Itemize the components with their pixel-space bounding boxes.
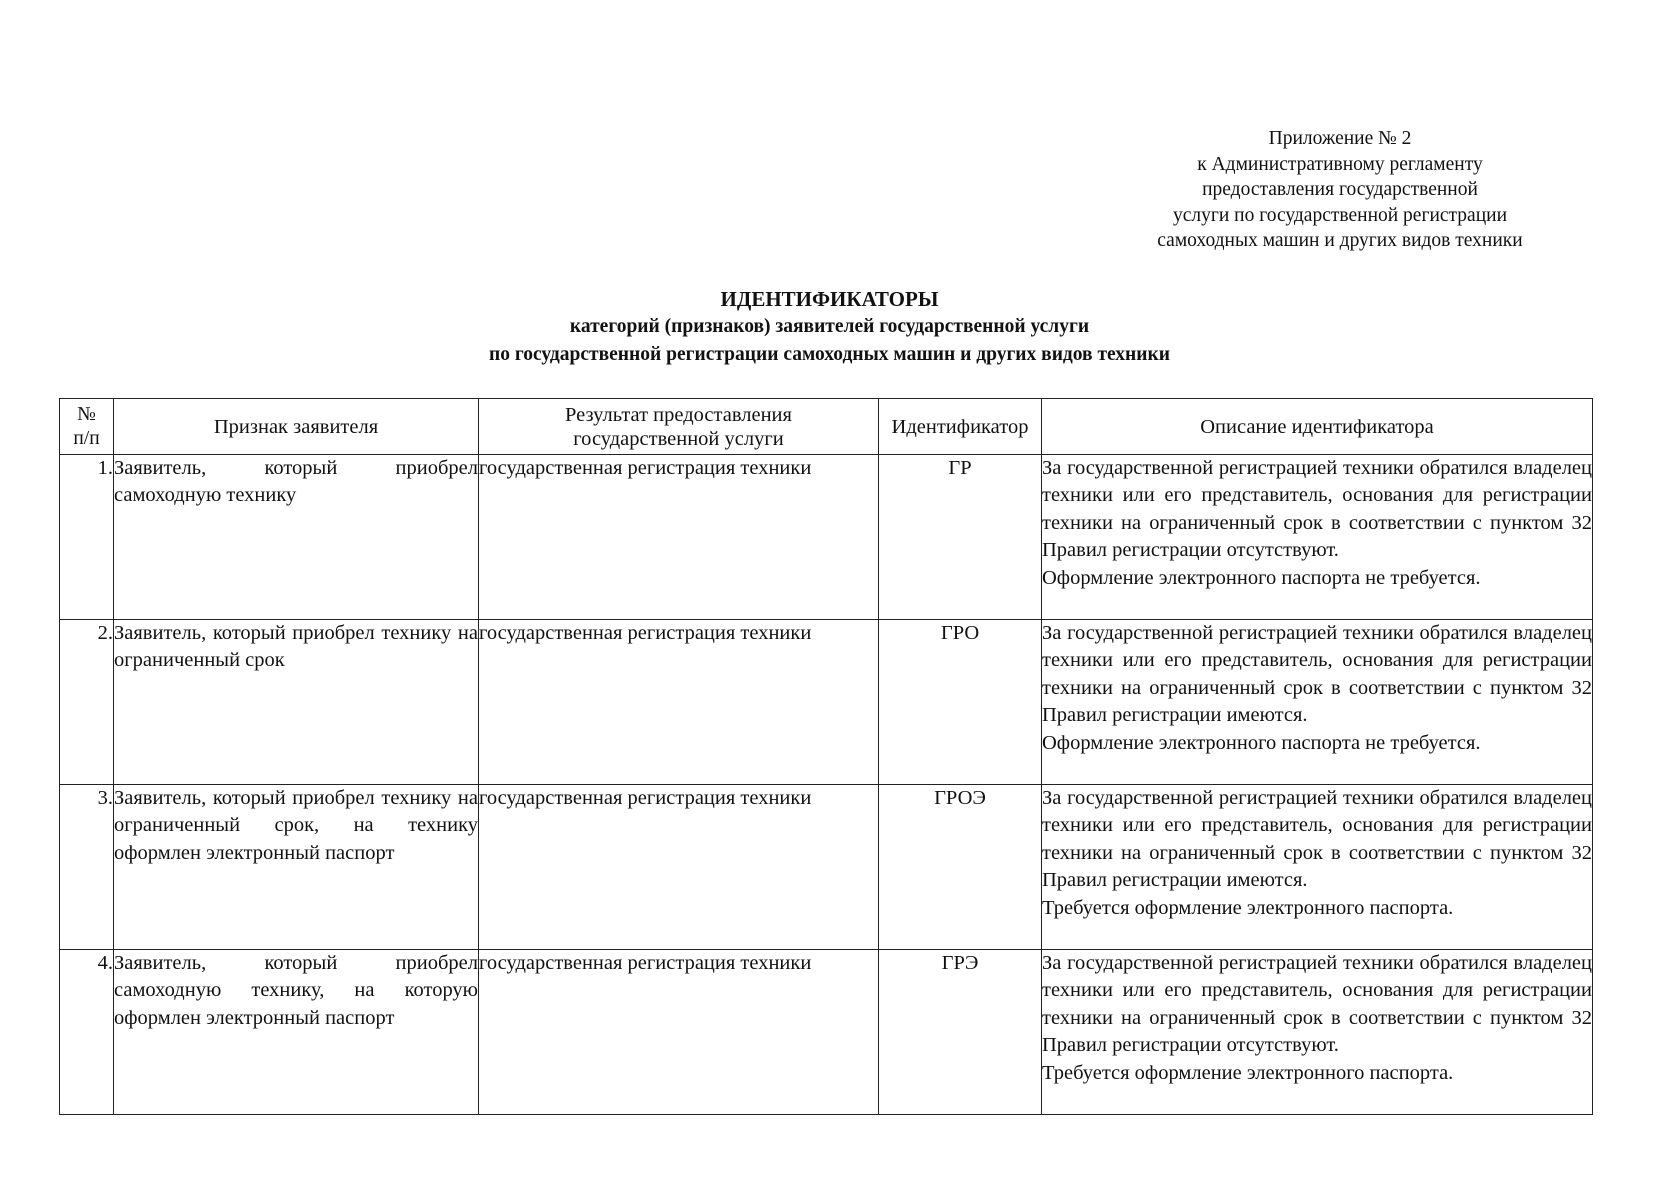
header-number — [60, 399, 114, 455]
row-description — [1042, 785, 1593, 950]
table-row — [60, 785, 1593, 950]
title-main: ИДЕНТИФИКАТОРЫ — [720, 287, 939, 311]
row-result: государственная регистрация техники — [479, 455, 879, 620]
row-identifier: ГРОЭ — [879, 785, 1042, 950]
row-description — [1042, 455, 1593, 620]
row-number: 1. — [60, 455, 114, 620]
row-result: государственная регистрация техники — [479, 620, 879, 785]
row-sign: Заявитель, который приобрел самоходную технику — [114, 455, 479, 620]
header-result-line: Результат предоставления — [565, 403, 792, 426]
description-text: За государственной регистрацией техники обратился владелец техники или его представитель, основания для регистрации техники на ограниченный срок в соответствии с пунктом 32 Правил регистрации имеются. — [1042, 787, 1592, 892]
document-title — [0, 285, 1659, 369]
row-number: 4. — [60, 950, 114, 1115]
table-row — [60, 950, 1593, 1115]
row-identifier: ГР — [879, 455, 1042, 620]
row-sign: Заявитель, который приобрел технику на ограниченный срок, на технику оформлен электронный паспорт — [114, 785, 479, 950]
description-note: Требуется оформление электронного паспорта. — [1042, 896, 1454, 919]
appendix-line: самоходных машин и других видов техники — [1157, 230, 1523, 251]
appendix-note — [1120, 126, 1560, 254]
description-note: Оформление электронного паспорта не требуется. — [1042, 731, 1481, 754]
description-text: За государственной регистрацией техники обратился владелец техники или его представитель, основания для регистрации техники на ограниченный срок в соответствии с пунктом 32 Правил регистрации имеются. — [1042, 622, 1592, 727]
header-number-line: п/п — [73, 427, 100, 449]
description-text: За государственной регистрацией техники обратился владелец техники или его представитель, основания для регистрации техники на ограниченный срок в соответствии с пунктом 32 Правил регистрации отсутствуют. — [1042, 457, 1592, 562]
header-result-line: государственной услуги — [573, 427, 784, 450]
header-result — [479, 399, 879, 455]
table-row — [60, 455, 1593, 620]
row-number: 3. — [60, 785, 114, 950]
title-line-2: категорий (признаков) заявителей государственной услуги — [569, 316, 1090, 337]
row-identifier: ГРЭ — [879, 950, 1042, 1115]
row-sign: Заявитель, который приобрел технику на ограниченный срок — [114, 620, 479, 785]
description-note: Оформление электронного паспорта не требуется. — [1042, 566, 1481, 589]
row-identifier: ГРО — [879, 620, 1042, 785]
row-sign: Заявитель, который приобрел самоходную технику, на которую оформлен электронный паспорт — [114, 950, 479, 1115]
row-description — [1042, 620, 1593, 785]
header-identifier: Идентификатор — [879, 399, 1042, 455]
title-line-3: по государственной регистрации самоходных машин и других видов техники — [489, 344, 1170, 365]
appendix-line: услуги по государственной регистрации — [1172, 204, 1508, 226]
description-note: Требуется оформление электронного паспорта. — [1042, 1061, 1454, 1084]
identifiers-table — [59, 398, 1593, 1115]
appendix-line: к Административному регламенту — [1197, 153, 1483, 175]
description-text: За государственной регистрацией техники обратился владелец техники или его представитель, основания для регистрации техники на ограниченный срок в соответствии с пунктом 32 Правил регистрации отсутствуют. — [1042, 952, 1592, 1057]
appendix-line: предоставления государственной — [1202, 179, 1478, 200]
header-description: Описание идентификатора — [1042, 399, 1593, 455]
table-row — [60, 620, 1593, 785]
table-header-row — [60, 399, 1593, 455]
appendix-line: Приложение № 2 — [1268, 128, 1412, 149]
row-number: 2. — [60, 620, 114, 785]
header-number-line: № — [77, 403, 96, 425]
row-result: государственная регистрация техники — [479, 785, 879, 950]
row-description — [1042, 950, 1593, 1115]
header-sign: Признак заявителя — [114, 399, 479, 455]
row-result: государственная регистрация техники — [479, 950, 879, 1115]
